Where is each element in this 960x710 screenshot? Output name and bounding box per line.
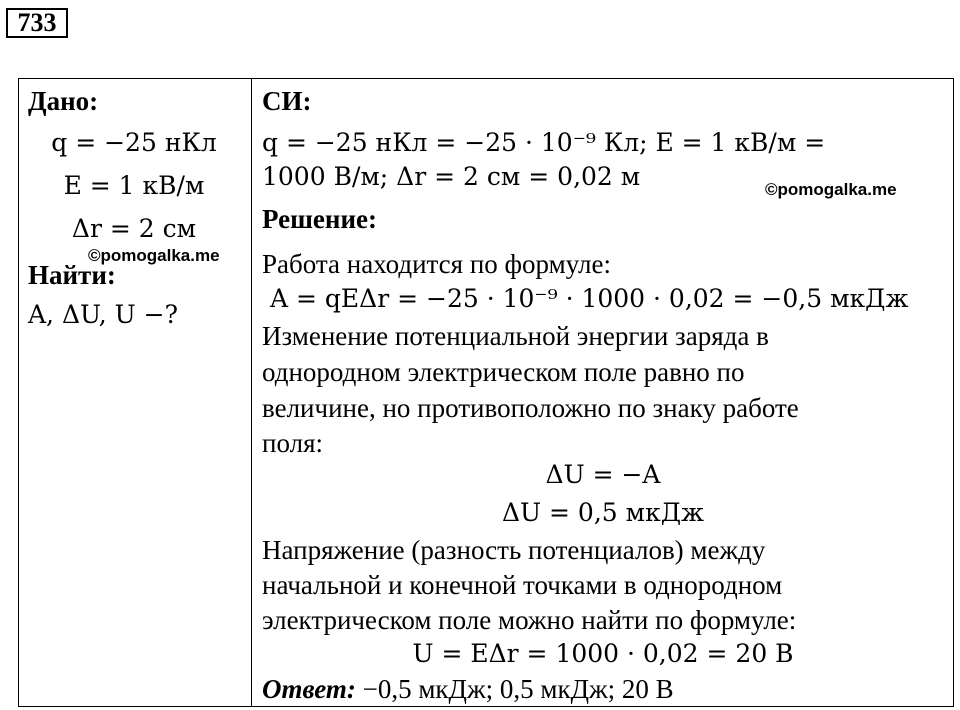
du-value: ΔU = 0,5 мкДж [501,498,705,527]
u-formula: U = EΔr = 1000 · 0,02 = 20 В [412,639,794,668]
given-charge: q = −25 нКл [51,128,217,157]
solution-heading: Решение: [262,204,377,234]
du-formula: ΔU = −A [545,460,661,489]
si-heading: СИ: [262,86,312,116]
work-intro: Работа находится по формуле: [262,249,611,279]
work-formula: A = qEΔr = −25 · 10⁻⁹ · 1000 · 0,02 = −0,5 мкДж [270,284,909,313]
watermark-right: ©pomogalka.me [765,180,897,199]
watermark-left: ©pomogalka.me [88,246,220,265]
find-text: A, ΔU, U −? [28,300,179,329]
column-divider [251,78,252,707]
energy-line-4: поля: [262,428,323,458]
find-heading: Найти: [28,260,116,290]
voltage-line-3: электрическом поле можно найти по формуле: [262,605,797,635]
given-heading: Дано: [28,86,99,116]
voltage-line-2: начальной и конечной точками в однородном [262,570,783,600]
answer-line [262,672,674,706]
given-distance: Δr = 2 см [71,214,197,243]
answer-text: −0,5 мкДж; 0,5 мкДж; 20 В [355,674,674,704]
voltage-line-1: Напряжение (разность потенциалов) между [262,535,766,565]
given-field: E = 1 кВ/м [63,171,205,200]
problem-number: 733 [6,8,68,38]
energy-line-1: Изменение потенциальной энергии заряда в [262,321,769,351]
answer-label: Ответ: [262,674,356,704]
si-line-1: q = −25 нКл = −25 · 10⁻⁹ Кл; E = 1 кВ/м = [262,128,826,157]
energy-line-2: однородном электрическом поле равно по [262,357,745,387]
si-line-2: 1000 В/м; Δr = 2 см = 0,02 м [262,162,641,191]
energy-line-3: величине, но противоположно по знаку работе [262,393,799,423]
